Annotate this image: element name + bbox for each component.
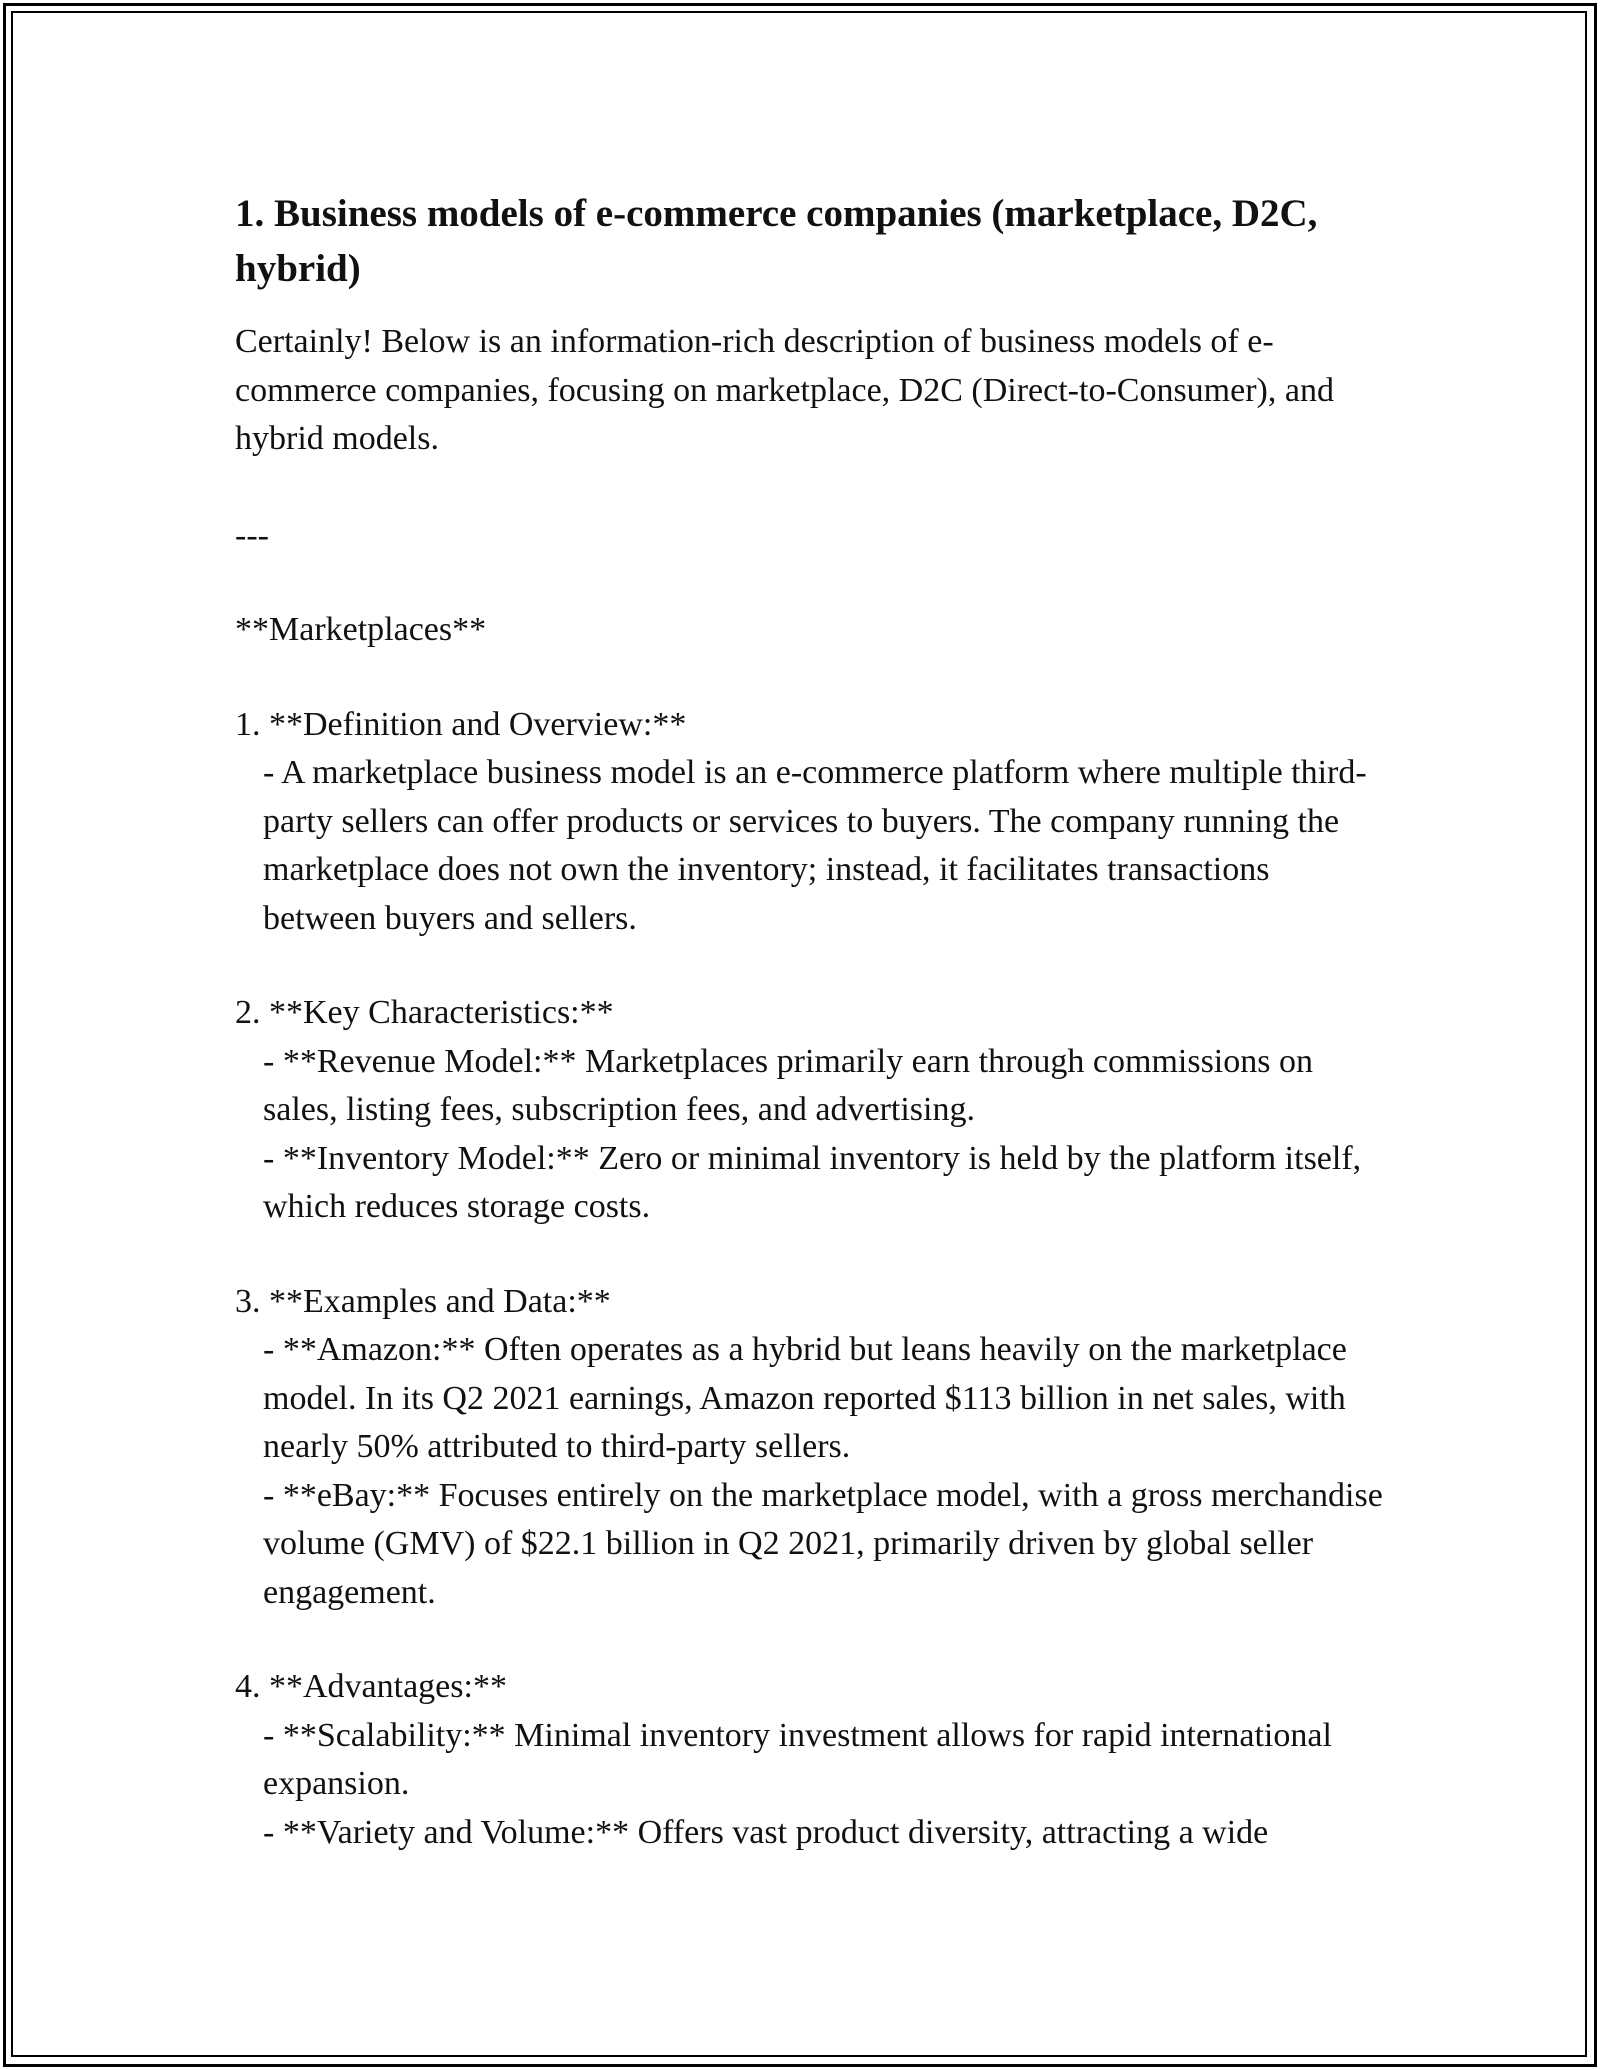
item-bullet: - A marketplace business model is an e-commerce platform where multiple third-party sellers can offer products or services to buyers. The company running the marketplace does not own the inventory; instead, it facilitates transactions between buyers and sellers.: [263, 754, 1367, 937]
item-heading: 2. **Key Characteristics:**: [235, 994, 614, 1031]
section-heading: **Marketplaces**: [235, 611, 487, 648]
document-title: 1. Business models of e-commerce companies (marketplace, D2C, hybrid): [235, 192, 1318, 290]
list-item: [235, 989, 1385, 1232]
item-heading: 1. **Definition and Overview:**: [235, 705, 687, 743]
separator: ---: [235, 516, 269, 554]
item-bullet: - **Amazon:** Often operates as a hybrid but leans heavily on the marketplace model. In its Q2 2021 earnings, Amazon reported $113 billion in net sales, with nearly 50% attributed to third-party sellers.: [263, 1331, 1356, 1465]
document-page: [235, 186, 1392, 1857]
list-item: [235, 1278, 1392, 1618]
list-item: [235, 701, 1385, 944]
item-heading: 4. **Advantages:**: [235, 1668, 507, 1705]
item-heading: 3. **Examples and Data:**: [235, 1282, 611, 1320]
intro-paragraph: Certainly! Below is an information-rich description of business models of e-commerce companies, focusing on marketplace, D2C (Direct-to-Consumer), and hybrid models.: [235, 323, 1334, 457]
item-bullet: - **Revenue Model:** Marketplaces primarily earn through commissions on sales, listing fees, subscription fees, and advertising.: [263, 1042, 1322, 1128]
item-bullet: - **Variety and Volume:** Offers vast product diversity, attracting a wide: [263, 1813, 1269, 1851]
item-bullet: - **eBay:** Focuses entirely on the marketplace model, with a gross merchandise volume (GMV) of $22.1 billion in Q2 2021, primarily driven by global seller engagement.: [263, 1476, 1392, 1611]
list-item: [235, 1663, 1385, 1857]
item-bullet: - **Inventory Model:** Zero or minimal inventory is held by the platform itself, which reduces storage costs.: [263, 1139, 1370, 1225]
item-bullet: - **Scalability:** Minimal inventory investment allows for rapid international expansion.: [263, 1716, 1341, 1802]
